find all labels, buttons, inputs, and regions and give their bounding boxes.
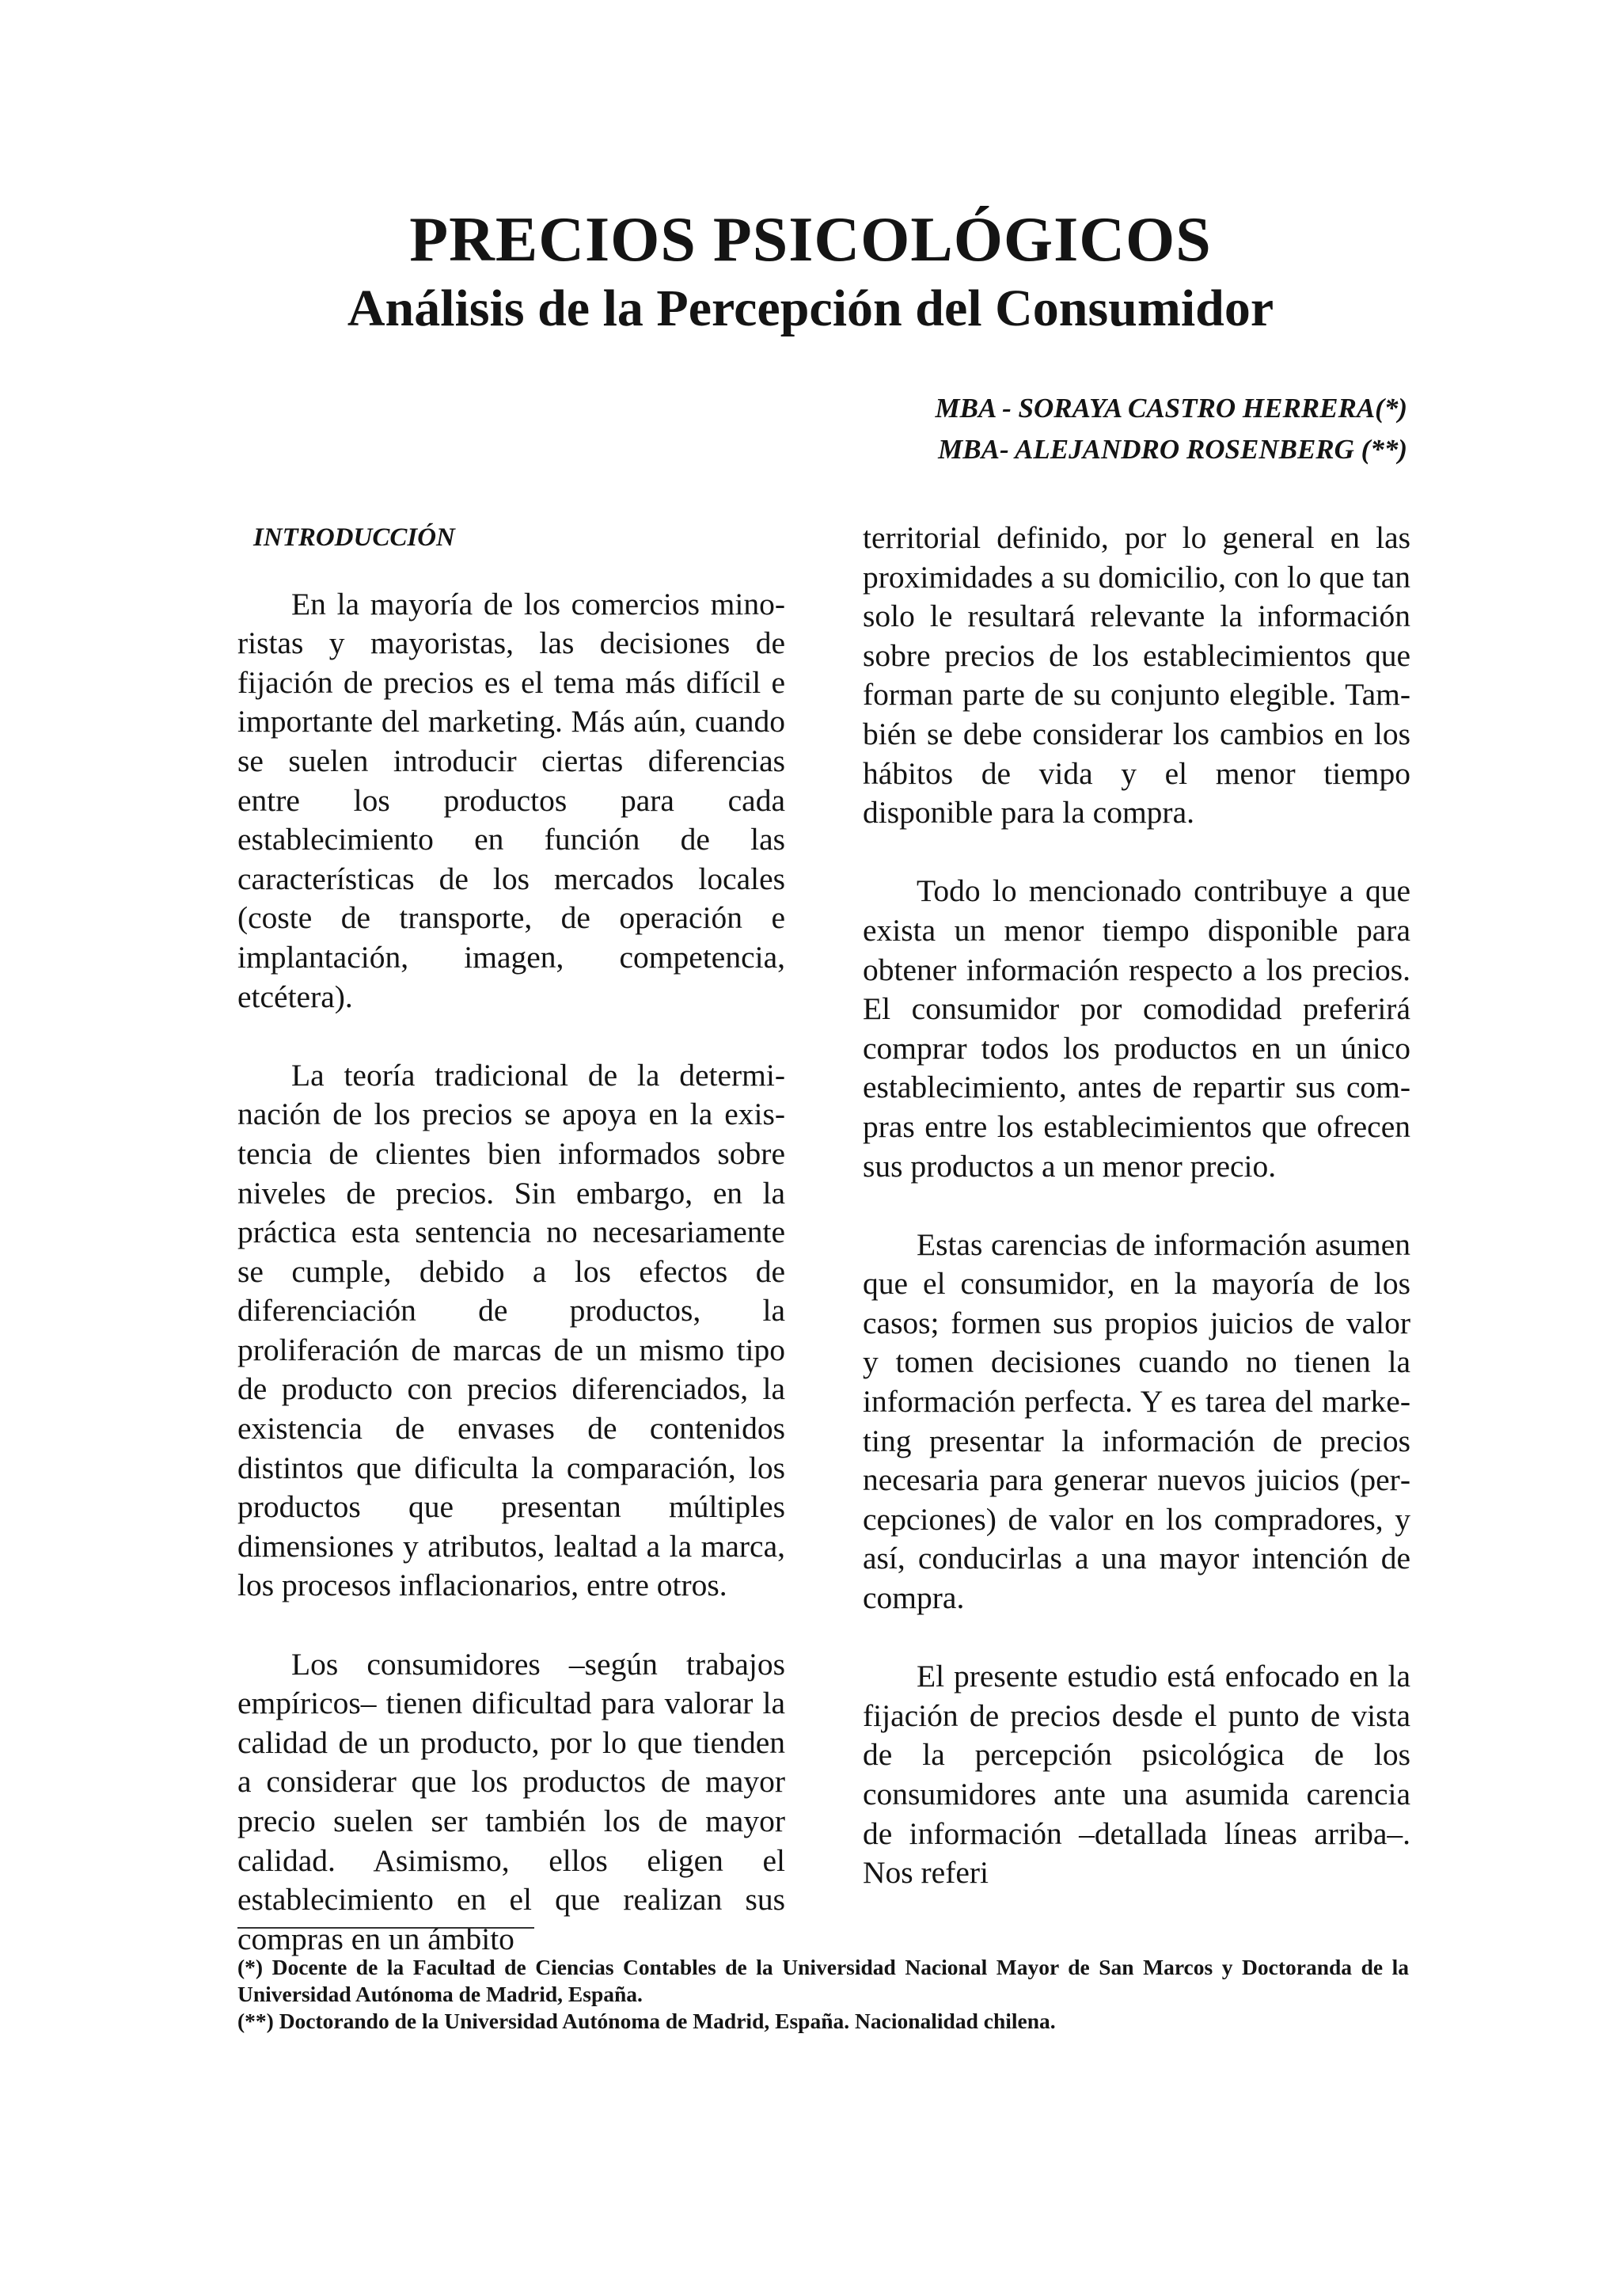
paragraph: Todo lo mencionado contribuye a que exista un menor tiempo disponible para obtener información respecto a los precios. El consumidor por comodidad preferirá comprar todos los productos en un único establecimiento, antes de repartir sus compras entre los establecimientos que ofrecen sus productos a un menor precio. xyxy=(863,873,1410,1184)
left-column xyxy=(237,519,785,1998)
footnotes xyxy=(237,1954,1409,2035)
paragraph: Estas carencias de información asumen que el consumidor, en la mayoría de los casos; formen sus propios juicios de valor y tomen decisiones cuando no tienen la información perfecta. Y es tarea del marketing presentar la información de precios necesaria para generar nuevos juicios (percepciones) de valor en los compradores, y así, conducirlas a una mayor intención de compra. xyxy=(863,1226,1410,1616)
paragraph: Los consumidores –según trabajos empíricos– tienen dificultad para valorar la calidad de un producto, por lo que tienden a considerar que los productos de mayor precio suelen ser también los de mayor calidad. Asimismo, ellos eligen el establecimiento en el que realizan sus compras en un ámbito xyxy=(237,1646,785,1956)
paragraph: En la mayoría de los comercios minoristas y mayoristas, las decisiones de fijación de precios es el tema más difícil e importante del marketing. Más aún, cuando se suelen introducir ciertas diferencias entre los productos para cada establecimiento en función de las características de los mercados locales (coste de transporte, de operación e implantación, imagen, competencia, etcétera). xyxy=(237,586,785,1014)
footnote-divider xyxy=(237,1927,534,1929)
author-line-1: MBA - SORAYA CASTRO HERRERA(*) xyxy=(935,393,1407,424)
paragraph-continued: territorial definido, por lo general en las proximidades a su domicilio, con lo que tan solo le resultará relevante la información sobre precios de los establecimientos que forman parte de su conjunto elegible. También se debe considerar los cambios en los hábitos de vida y el menor tiempo disponible para la compra. xyxy=(863,520,1410,831)
author-block xyxy=(936,388,1408,470)
footnote-1: (*) Docente de la Facultad de Ciencias Contables de la Universidad Nacional Mayor de San Marcos y Doctoranda de la Universidad Autónoma de Madrid, España. xyxy=(237,1955,1409,2006)
article-title: PRECIOS PSICOLÓGICOS xyxy=(409,205,1212,275)
author-line-2: MBA- ALEJANDRO ROSENBERG (**) xyxy=(938,434,1407,465)
section-heading-introduccion: INTRODUCCIÓN xyxy=(253,523,455,552)
right-column xyxy=(863,519,1410,1932)
paragraph: La teoría tradicional de la determinación de los precios se apoya en la existencia de clientes bien informados sobre niveles de precios. Sin embargo, en la práctica esta sentencia no necesariamente se cumple, debido a los efectos de diferenciación de productos, la proliferación de marcas de un mismo tipo de producto con precios diferenciados, la existencia de envases de contenidos distintos que dificulta la comparación, los productos que presentan múltiples dimensiones y atributos, lealtad a la marca, los procesos inflacionarios, entre otros. xyxy=(237,1057,785,1603)
paragraph: El presente estudio está enfocado en la fijación de precios desde el punto de vista de la percepción psicológica de los consumidores ante una asumida carencia de información –detallada líneas arriba–. Nos referi xyxy=(863,1659,1410,1891)
footnote-2: (**) Doctorando de la Universidad Autónoma de Madrid, España. Nacionalidad chilena. xyxy=(237,2009,1056,2033)
article-subtitle: Análisis de la Percepción del Consumidor xyxy=(347,279,1274,337)
